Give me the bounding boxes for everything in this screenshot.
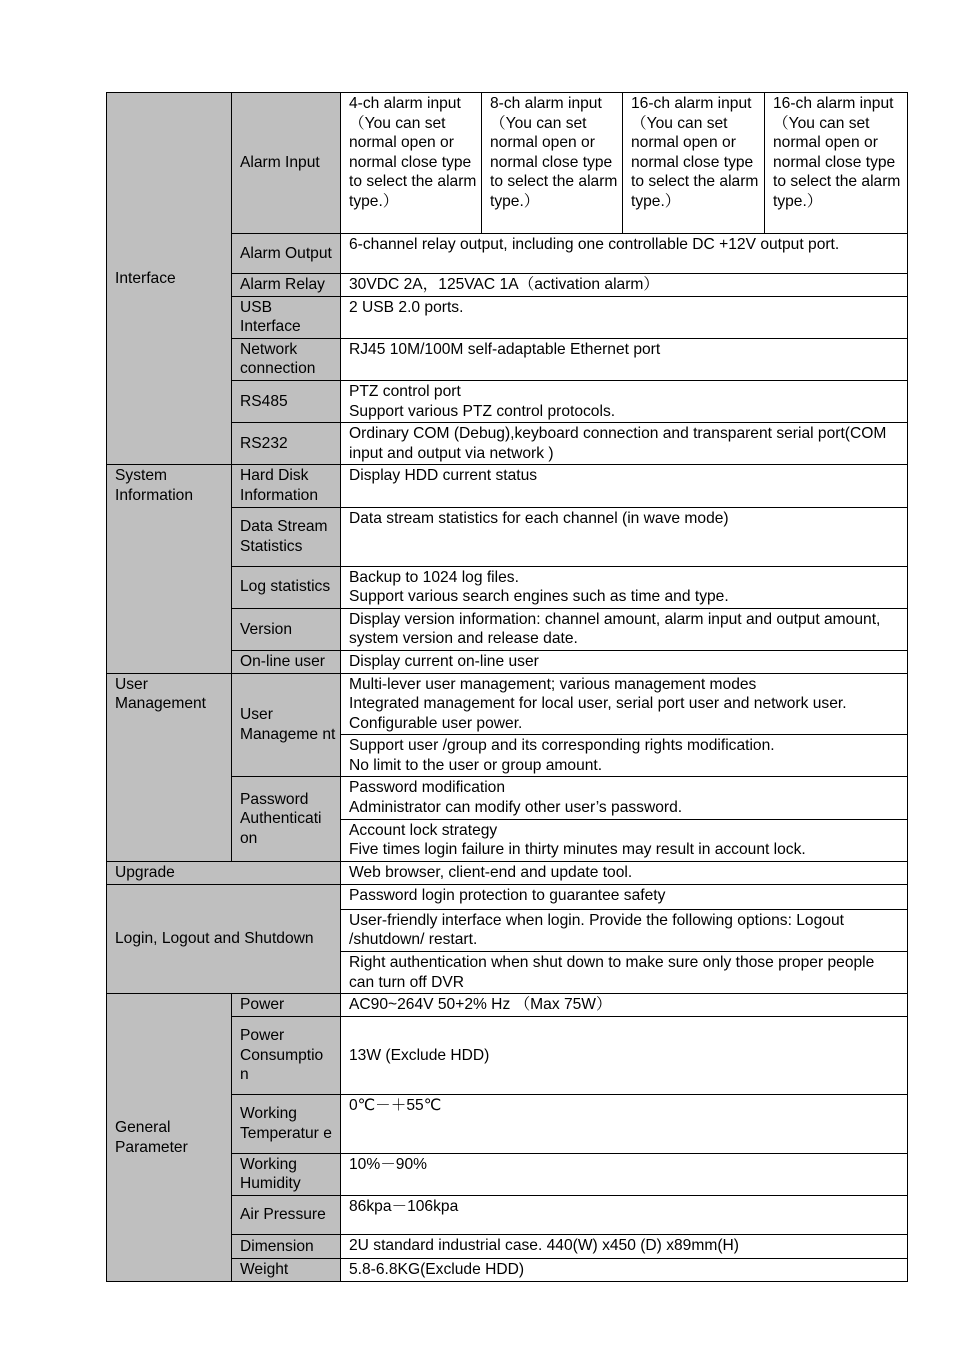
table-row (107, 884, 908, 909)
value-network: RJ45 10M/100M self-adaptable Ethernet port (341, 338, 908, 380)
label-rs485: RS485 (232, 380, 341, 422)
password-line4: Five times login failure in thirty minutes may result in account lock. (349, 841, 806, 859)
value-version: Display version information: channel amount, alarm input and output amount, system version and release date. (341, 608, 908, 650)
value-rs232: Ordinary COM (Debug),keyboard connection and transparent serial port(COM input and output via network ) (341, 423, 908, 465)
label-power-consumption: Power Consumptio n (232, 1016, 341, 1094)
value-working-temperature: 0℃－＋55℃ (341, 1094, 908, 1153)
label-login-logout-shutdown: Login, Logout and Shutdown (107, 884, 341, 993)
table-row (107, 465, 908, 507)
value-log (341, 566, 908, 608)
user-mgmt-line4: Support user /group and its corresponding rights modification. (349, 737, 775, 755)
label-power: Power (232, 994, 341, 1017)
value-power: AC90~264V 50+2% Hz （Max 75W） (341, 994, 908, 1017)
alarm-input-8ch: 8-ch alarm input （You can set normal open or normal close type to select the alarm type.） (482, 93, 623, 234)
label-version: Version (232, 608, 341, 650)
value-user-management-1 (341, 673, 908, 735)
label-user-management: User Manageme nt (232, 673, 341, 777)
value-hdd: Display HDD current status (341, 465, 908, 507)
label-data-stream: Data Stream Statistics (232, 507, 341, 566)
label-online-user: On-line user (232, 650, 341, 673)
label-alarm-output: Alarm Output (232, 234, 341, 274)
value-user-management-2 (341, 735, 908, 777)
user-mgmt-line2: Integrated management for local user, serial port user and network user. (349, 695, 847, 713)
label-dimension: Dimension (232, 1235, 341, 1259)
password-line1: Password modification (349, 779, 506, 797)
label-hdd: Hard Disk Information (232, 465, 341, 507)
value-login-1: Password login protection to guarantee safety (341, 884, 908, 909)
value-power-consumption: 13W (Exclude HDD) (341, 1016, 908, 1094)
label-working-temperature: Working Temperatur e (232, 1094, 341, 1153)
label-air-pressure: Air Pressure (232, 1196, 341, 1235)
alarm-input-4ch: 4-ch alarm input （You can set normal open or normal close type to select the alarm type.） (341, 93, 482, 234)
user-mgmt-line3: Configurable user power. (349, 714, 523, 732)
user-mgmt-line1: Multi-lever user management; various management modes (349, 675, 757, 693)
label-working-humidity: Working Humidity (232, 1153, 341, 1195)
value-usb: 2 USB 2.0 ports. (341, 296, 908, 338)
value-weight: 5.8-6.8KG(Exclude HDD) (341, 1259, 908, 1282)
label-log: Log statistics (232, 566, 341, 608)
value-dimension: 2U standard industrial case. 440(W) x450 (D) x89mm(H) (341, 1235, 908, 1259)
label-upgrade: Upgrade (107, 861, 341, 884)
log-line2: Support various search engines such as time and type. (349, 588, 729, 606)
label-password-auth: Password Authenticati on (232, 777, 341, 861)
table-row (107, 93, 908, 234)
table-row (107, 861, 908, 884)
label-weight: Weight (232, 1259, 341, 1282)
value-password-2 (341, 819, 908, 861)
category-general-parameter: General Parameter (107, 994, 232, 1282)
value-alarm-output: 6-channel relay output, including one controllable DC +12V output port. (341, 234, 908, 274)
spec-table (106, 92, 907, 1282)
category-interface: Interface (107, 93, 232, 465)
label-rs232: RS232 (232, 423, 341, 465)
rs485-line1: PTZ control port (349, 382, 461, 400)
password-line3: Account lock strategy (349, 821, 498, 839)
table-row (107, 673, 908, 735)
password-line2: Administrator can modify other user’s password. (349, 799, 683, 817)
user-mgmt-line5: No limit to the user or group amount. (349, 756, 603, 774)
log-line1: Backup to 1024 log files. (349, 568, 519, 586)
value-air-pressure: 86kpa－106kpa (341, 1196, 908, 1235)
value-online-user: Display current on-line user (341, 650, 908, 673)
rs485-line2: Support various PTZ control protocols. (349, 402, 616, 420)
specification-table (106, 92, 908, 1282)
value-working-humidity: 10%－90% (341, 1153, 908, 1195)
label-alarm-relay: Alarm Relay (232, 274, 341, 297)
value-login-2: User-friendly interface when login. Provide the following options: Logout /shutdown/ restart. (341, 909, 908, 951)
category-user-management: User Management (107, 673, 232, 861)
value-alarm-relay: 30VDC 2A，125VAC 1A（activation alarm） (341, 274, 908, 297)
alarm-input-16ch-b: 16-ch alarm input（You can set normal open or normal close type to select the alarm type.） (765, 93, 908, 234)
table-row (107, 994, 908, 1017)
label-usb: USB Interface (232, 296, 341, 338)
label-alarm-input: Alarm Input (232, 93, 341, 234)
value-data-stream: Data stream statistics for each channel (in wave mode) (341, 507, 908, 566)
alarm-input-16ch-a: 16-ch alarm input（You can set normal open or normal close type to select the alarm type.） (623, 93, 765, 234)
value-upgrade: Web browser, client-end and update tool. (341, 861, 908, 884)
value-rs485 (341, 380, 908, 422)
category-system-information: System Information (107, 465, 232, 673)
value-login-3: Right authentication when shut down to make sure only those proper people can turn off DVR (341, 952, 908, 994)
label-network: Network connection (232, 338, 341, 380)
value-password-1 (341, 777, 908, 819)
